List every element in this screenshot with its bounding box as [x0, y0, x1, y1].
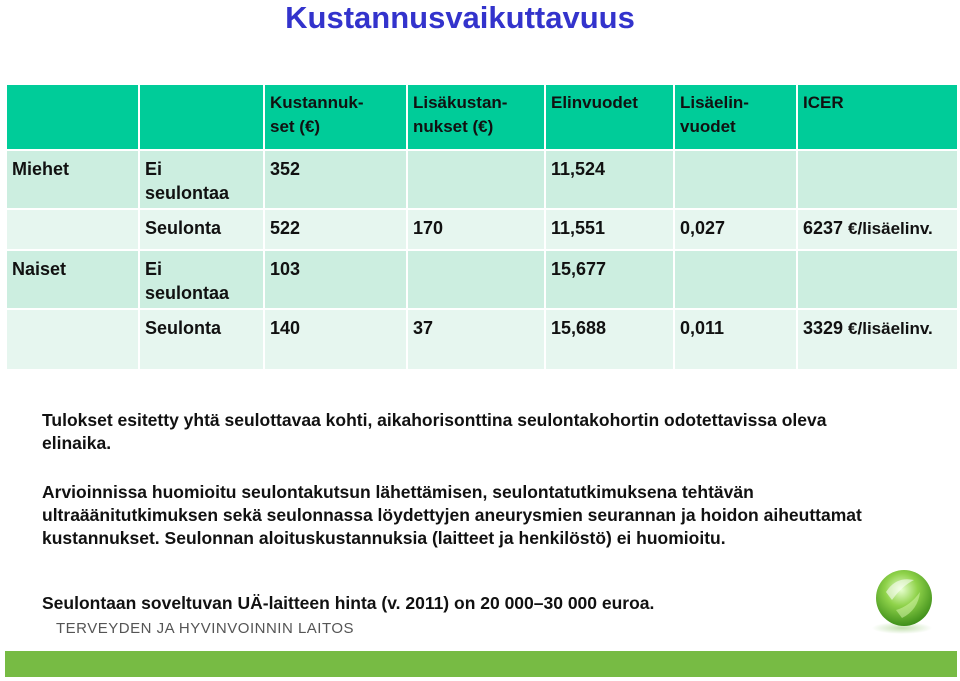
cost-effectiveness-table	[5, 83, 959, 371]
label-cell: Ei seulontaa	[139, 250, 264, 309]
extra-cost-cell: 37	[407, 309, 545, 370]
icer-value: 3329	[803, 318, 849, 338]
table-header-row	[6, 84, 958, 150]
icer-cell	[797, 309, 958, 370]
label-cell: Seulonta	[139, 309, 264, 370]
group-cell: Miehet	[6, 150, 139, 209]
header-cell: ICER	[797, 84, 958, 150]
green-sphere-logo-icon	[862, 566, 940, 636]
results-note: Tulokset esitetty yhtä seulottavaa kohti, aikahorisonttina seulontakohortin odotettavissa oleva elinaika.	[42, 410, 827, 453]
footer-bar	[5, 651, 957, 677]
device-price-note: Seulontaan soveltuvan UÄ-laitteen hinta (v. 2011) on 20 000–30 000 euroa.	[42, 593, 655, 613]
header-cell: Elinvuodet	[545, 84, 674, 150]
icer-value: 6237	[803, 218, 849, 238]
header-cell: Lisäelin- vuodet	[674, 84, 797, 150]
group-cell	[6, 209, 139, 250]
icer-cell	[797, 250, 958, 309]
extra-cost-cell	[407, 150, 545, 209]
header-cell: Lisäkustan- nukset (€)	[407, 84, 545, 150]
icer-cell	[797, 209, 958, 250]
cost-cell: 140	[264, 309, 407, 370]
cost-cell: 352	[264, 150, 407, 209]
header-cell: Kustannuk- set (€)	[264, 84, 407, 150]
group-cell: Naiset	[6, 250, 139, 309]
slide-title: Kustannusvaikuttavuus	[285, 0, 635, 35]
icer-unit: €/lisäelinv.	[848, 319, 933, 338]
table-row	[6, 209, 958, 250]
icer-unit: €/lisäelinv.	[848, 219, 933, 238]
organization-name: TERVEYDEN JA HYVINVOINNIN LAITOS	[56, 620, 355, 637]
cost-cell: 103	[264, 250, 407, 309]
table-row	[6, 250, 958, 309]
life-years-cell: 11,524	[545, 150, 674, 209]
extra-life-years-cell	[674, 150, 797, 209]
life-years-cell: 11,551	[545, 209, 674, 250]
header-cell	[6, 84, 139, 150]
life-years-cell: 15,677	[545, 250, 674, 309]
icer-cell	[797, 150, 958, 209]
life-years-cell: 15,688	[545, 309, 674, 370]
extra-life-years-cell	[674, 250, 797, 309]
extra-cost-cell: 170	[407, 209, 545, 250]
extra-cost-cell	[407, 250, 545, 309]
label-cell: Ei seulontaa	[139, 150, 264, 209]
label-cell: Seulonta	[139, 209, 264, 250]
table-row	[6, 150, 958, 209]
group-cell	[6, 309, 139, 370]
cost-cell: 522	[264, 209, 407, 250]
assessment-note: Arvioinnissa huomioitu seulontakutsun lähettämisen, seulontatutkimuksena tehtävän ultraäänitutkimuksen sekä seulonnassa löydettyjen aneurysmien seurannan ja hoidon aiheuttamat kustannukset. Seulonnan aloituskustannuksia (laitteet ja henkilöstö) ei huomioitu.	[42, 482, 862, 548]
table-row	[6, 309, 958, 370]
header-cell	[139, 84, 264, 150]
extra-life-years-cell: 0,027	[674, 209, 797, 250]
extra-life-years-cell: 0,011	[674, 309, 797, 370]
